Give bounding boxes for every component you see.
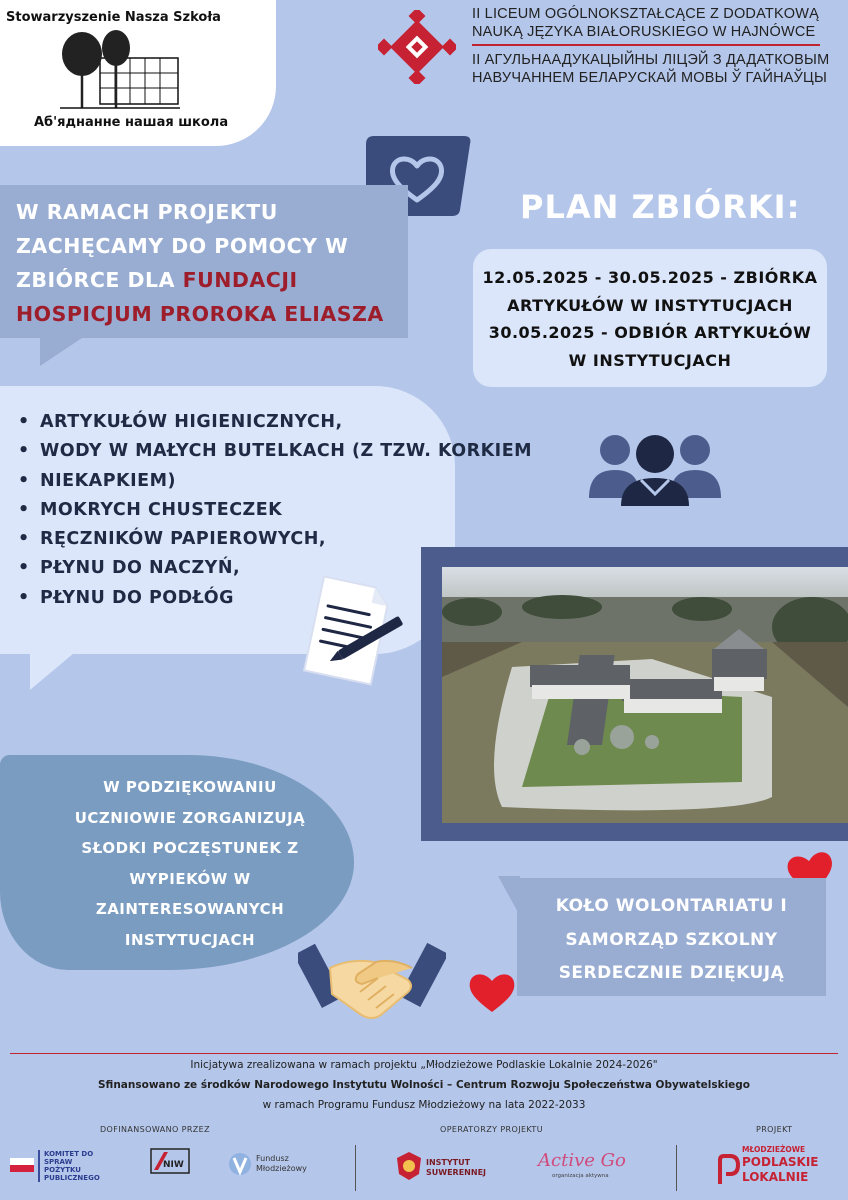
school-building-illustration — [60, 28, 180, 112]
podlaskie-logo-line2: PODLASKIE — [742, 1155, 819, 1169]
footer-program: w ramach Programu Fundusz Młodzieżowy na lata 2022-2033 — [262, 1099, 586, 1111]
belarusian-ornament-icon — [378, 10, 456, 84]
plan-schedule — [473, 264, 827, 374]
thanks-line: INSTYTUCJACH — [124, 930, 256, 949]
footer-funding: Sfinansowano ze środków Narodowego Instytutu Wolności – Centrum Rozwoju Społeczeństwa Obywatelskiego — [97, 1079, 751, 1091]
people-group-icon — [585, 428, 725, 508]
thanks-line: W PODZIĘKOWANIU — [103, 778, 277, 796]
thanks-line: SŁODKI POCZĘSTUNEK Z — [81, 839, 299, 857]
plan-line-2: ARTYKUŁÓW W INSTYTUCJACH — [507, 295, 793, 315]
footer-separator — [355, 1145, 356, 1191]
cofunded-label: DOFINANSOWANO PRZEZ — [100, 1125, 211, 1134]
thanks-line: ZAINTERESOWANYCH — [95, 900, 285, 918]
thanks-text — [40, 772, 340, 955]
volunteer-line: KOŁO WOLONTARIATU I — [555, 896, 788, 916]
list-item: • RĘCZNIKÓW PAPIEROWYCH, — [18, 525, 540, 554]
thanks-line: UCZNIOWIE ZORGANIZUJĄ — [74, 808, 306, 827]
polish-flag-icon — [10, 1158, 34, 1172]
list-item: • PŁYNU DO NACZYŃ, — [18, 554, 540, 583]
foundation-name: FUNDACJI HOSPICJUM PROROKA ELIASZA — [16, 268, 384, 326]
fundusz-logo-text: Fundusz Młodzieżowy — [256, 1154, 307, 1173]
list-item-continued: • NIEKAPKIEM) — [18, 467, 540, 496]
footer-initiative: Inicjatywa zrealizowana w ramach projektu „Młodzieżowe Podlaskie Lokalnie 2024-2026" — [190, 1059, 658, 1071]
active-go-logo-text: Active Go — [538, 1150, 626, 1171]
school-name-belarusian-line1: II АГУЛЬНААДУКАЦЫЙНЫ ЛІЦЭЙ З ДАДАТКОВЫМ — [472, 52, 830, 68]
list-item: • MOKRYCH CHUSTECZEK — [18, 496, 540, 525]
list-item: • ARTYKUŁÓW HIGIENICZNYCH, — [18, 408, 540, 437]
thanks-line: WYPIEKÓW W — [129, 869, 251, 888]
plan-title: PLAN ZBIÓRKI: — [520, 188, 801, 226]
volunteer-line: SERDECZNIE DZIĘKUJĄ — [558, 963, 785, 983]
podlaskie-logo-line3: LOKALNIE — [742, 1170, 809, 1184]
list-item: • WODY W MAŁYCH BUTELKACH (Z TZW. KORKIEM — [18, 437, 540, 466]
project-callout-tail — [40, 336, 85, 366]
association-name: Stowarzyszenie Nasza Szkoła — [6, 10, 221, 25]
school-name-belarusian-line2: НАВУЧАННЕМ БЕЛАРУСКАЙ МОВЫ Ў ГАЙНАЎЦЫ — [472, 70, 828, 86]
footer-divider — [10, 1053, 838, 1054]
podlaskie-logo-line1: MŁODZIEŻOWE — [742, 1145, 806, 1154]
active-go-tagline: organizacja aktywna — [552, 1173, 609, 1179]
plan-line-4: W INSTYTUCJACH — [568, 350, 732, 370]
operators-label: OPERATORZY PROJEKTU — [440, 1125, 543, 1134]
project-label: PROJEKT — [756, 1125, 793, 1134]
volunteer-text — [517, 890, 826, 991]
list-item: • PŁYNU DO PODŁÓG — [18, 584, 540, 613]
school-name-polish-line2: NAUKĄ JĘZYKA BIAŁORUSKIEGO W HAJNÓWCE — [472, 24, 816, 40]
volunteer-line: SAMORZĄD SZKOLNY — [565, 929, 778, 950]
hospice-aerial-photo — [442, 567, 848, 823]
instytut-emblem-icon — [395, 1150, 423, 1182]
plan-line-1: 12.05.2025 - 30.05.2025 - ZBIÓRKA — [482, 268, 818, 287]
komitet-logo-bar — [38, 1150, 40, 1182]
school-name-polish-line1: II LICEUM OGÓLNOKSZTAŁCĄCE Z DODATKOWĄ — [472, 6, 820, 22]
komitet-logo-text: KOMITET DO SPRAW POŻYTKU PUBLICZNEGO — [44, 1150, 100, 1182]
heart-icon — [468, 970, 516, 1014]
project-intro-text — [16, 195, 406, 331]
plan-line-3: 30.05.2025 - ODBIÓR ARTYKUŁÓW — [488, 323, 812, 342]
items-bubble-tail — [30, 648, 80, 690]
footer-separator — [676, 1145, 677, 1191]
podlaskie-logo-icon — [714, 1154, 740, 1186]
header-divider — [472, 44, 820, 46]
document-pen-icon — [285, 572, 415, 692]
instytut-logo-text: INSTYTUT SUWERENNEJ — [426, 1158, 487, 1177]
niw-logo-text: NIW — [163, 1160, 184, 1170]
fundusz-logo-icon — [228, 1150, 252, 1178]
project-intro: W RAMACH PROJEKTU ZACHĘCAMY DO POMOCY W ZBIÓRCE DLA — [16, 200, 349, 292]
association-name-belarusian: Аб'яднанне нашая школа — [34, 115, 229, 130]
handshake-icon — [298, 928, 446, 1028]
